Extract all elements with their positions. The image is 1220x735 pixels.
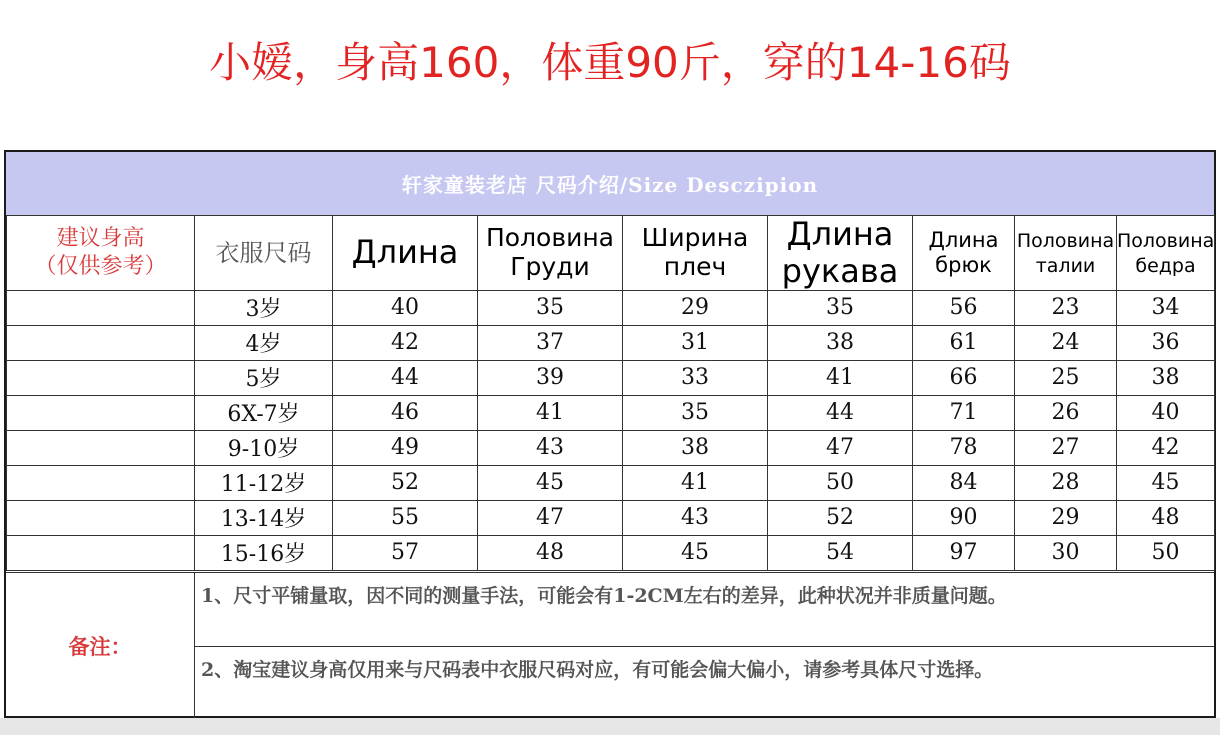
header-chest-line2: Груди <box>510 251 590 281</box>
header-height <box>7 216 195 291</box>
header-shoulder <box>623 216 768 291</box>
height-cell <box>7 395 195 430</box>
header-shoulder-line2: плеч <box>663 251 727 281</box>
header-pants-line1: Длина <box>928 227 999 252</box>
pants-cell: 97 <box>913 535 1015 570</box>
waist-cell: 28 <box>1015 465 1117 500</box>
shoulder-cell: 38 <box>623 430 768 465</box>
length-cell: 46 <box>333 395 478 430</box>
chest-cell: 43 <box>478 430 623 465</box>
background-strip <box>0 718 1220 735</box>
height-cell <box>7 325 195 360</box>
chest-cell: 35 <box>478 290 623 325</box>
header-waist <box>1015 216 1117 291</box>
header-waist-line2: талии <box>1035 254 1096 277</box>
shoulder-cell: 31 <box>623 325 768 360</box>
header-pants-line2: брюк <box>935 252 992 277</box>
size-cell: 5岁 <box>195 360 333 395</box>
size-cell: 3岁 <box>195 290 333 325</box>
header-pants <box>913 216 1015 291</box>
height-cell <box>7 430 195 465</box>
chart-banner: 轩家童装老店 尺码介绍/Size Desczipion <box>6 152 1214 215</box>
table-row <box>7 325 1215 360</box>
header-chest <box>478 216 623 291</box>
pants-cell: 90 <box>913 500 1015 535</box>
header-length <box>333 216 478 291</box>
pants-cell: 78 <box>913 430 1015 465</box>
header-sleeve <box>768 216 913 291</box>
pants-cell: 66 <box>913 360 1015 395</box>
length-cell: 44 <box>333 360 478 395</box>
sleeve-cell: 38 <box>768 325 913 360</box>
size-cell: 6X-7岁 <box>195 395 333 430</box>
pants-cell: 71 <box>913 395 1015 430</box>
height-cell <box>7 535 195 570</box>
pants-cell: 84 <box>913 465 1015 500</box>
chest-cell: 47 <box>478 500 623 535</box>
header-size <box>195 216 333 291</box>
chest-cell: 48 <box>478 535 623 570</box>
sleeve-cell: 52 <box>768 500 913 535</box>
shoulder-cell: 43 <box>623 500 768 535</box>
notes-body <box>195 573 1214 719</box>
header-hip <box>1117 216 1215 291</box>
length-cell: 40 <box>333 290 478 325</box>
notes-label: 备注： <box>6 573 195 719</box>
sleeve-cell: 54 <box>768 535 913 570</box>
header-row <box>7 216 1215 291</box>
sleeve-cell: 47 <box>768 430 913 465</box>
sleeve-cell: 35 <box>768 290 913 325</box>
header-height-line1: 建议身高 <box>56 225 145 251</box>
chest-cell: 41 <box>478 395 623 430</box>
size-cell: 9-10岁 <box>195 430 333 465</box>
size-table <box>6 215 1215 571</box>
chest-cell: 45 <box>478 465 623 500</box>
shoulder-cell: 45 <box>623 535 768 570</box>
header-hip-line2: бедра <box>1135 254 1196 277</box>
hip-cell: 42 <box>1117 430 1215 465</box>
waist-cell: 27 <box>1015 430 1117 465</box>
height-cell <box>7 360 195 395</box>
notes-section <box>6 572 1214 719</box>
hip-cell: 45 <box>1117 465 1215 500</box>
size-cell: 4岁 <box>195 325 333 360</box>
table-row <box>7 290 1215 325</box>
hip-cell: 38 <box>1117 360 1215 395</box>
header-hip-line1: Половина <box>1117 229 1215 252</box>
header-height-line2: （仅供参考） <box>34 253 167 279</box>
waist-cell: 26 <box>1015 395 1117 430</box>
header-size-label: 衣服尺码 <box>215 238 312 267</box>
chest-cell: 37 <box>478 325 623 360</box>
note-item-2: 2、淘宝建议身高仅用来与尺码表中衣服尺码对应，有可能会偏大偏小，请参考具体尺寸选择。 <box>195 646 1214 720</box>
hip-cell: 34 <box>1117 290 1215 325</box>
waist-cell: 30 <box>1015 535 1117 570</box>
table-row <box>7 430 1215 465</box>
waist-cell: 23 <box>1015 290 1117 325</box>
height-cell <box>7 465 195 500</box>
length-cell: 55 <box>333 500 478 535</box>
hip-cell: 40 <box>1117 395 1215 430</box>
size-cell: 13-14岁 <box>195 500 333 535</box>
sleeve-cell: 50 <box>768 465 913 500</box>
size-cell: 11-12岁 <box>195 465 333 500</box>
height-cell <box>7 290 195 325</box>
chest-cell: 39 <box>478 360 623 395</box>
header-waist-line1: Половина <box>1016 229 1115 252</box>
length-cell: 42 <box>333 325 478 360</box>
header-shoulder-line1: Ширина <box>641 223 749 253</box>
sleeve-cell: 44 <box>768 395 913 430</box>
note-item-1: 1、尺寸平铺量取，因不同的测量手法，可能会有1-2CM左右的差异，此种状况并非质量问题。 <box>201 585 1007 607</box>
shoulder-cell: 41 <box>623 465 768 500</box>
header-sleeve-line1: Длина <box>786 215 894 253</box>
size-chart <box>4 150 1216 718</box>
waist-cell: 24 <box>1015 325 1117 360</box>
length-cell: 49 <box>333 430 478 465</box>
table-row <box>7 360 1215 395</box>
shoulder-cell: 33 <box>623 360 768 395</box>
table-row <box>7 535 1215 570</box>
size-cell: 15-16岁 <box>195 535 333 570</box>
table-row <box>7 465 1215 500</box>
pants-cell: 61 <box>913 325 1015 360</box>
hip-cell: 50 <box>1117 535 1215 570</box>
caption-title: 小嫒，身高160，体重90斤，穿的14-16码 <box>209 38 1011 87</box>
shoulder-cell: 35 <box>623 395 768 430</box>
height-cell <box>7 500 195 535</box>
shoulder-cell: 29 <box>623 290 768 325</box>
hip-cell: 48 <box>1117 500 1215 535</box>
pants-cell: 56 <box>913 290 1015 325</box>
header-sleeve-line2: рукава <box>781 251 899 290</box>
hip-cell: 36 <box>1117 325 1215 360</box>
length-cell: 52 <box>333 465 478 500</box>
waist-cell: 25 <box>1015 360 1117 395</box>
header-chest-line1: Половина <box>485 223 614 253</box>
header-length-label: Длина <box>351 233 459 272</box>
sleeve-cell: 41 <box>768 360 913 395</box>
length-cell: 57 <box>333 535 478 570</box>
table-row <box>7 500 1215 535</box>
waist-cell: 29 <box>1015 500 1117 535</box>
table-row <box>7 395 1215 430</box>
